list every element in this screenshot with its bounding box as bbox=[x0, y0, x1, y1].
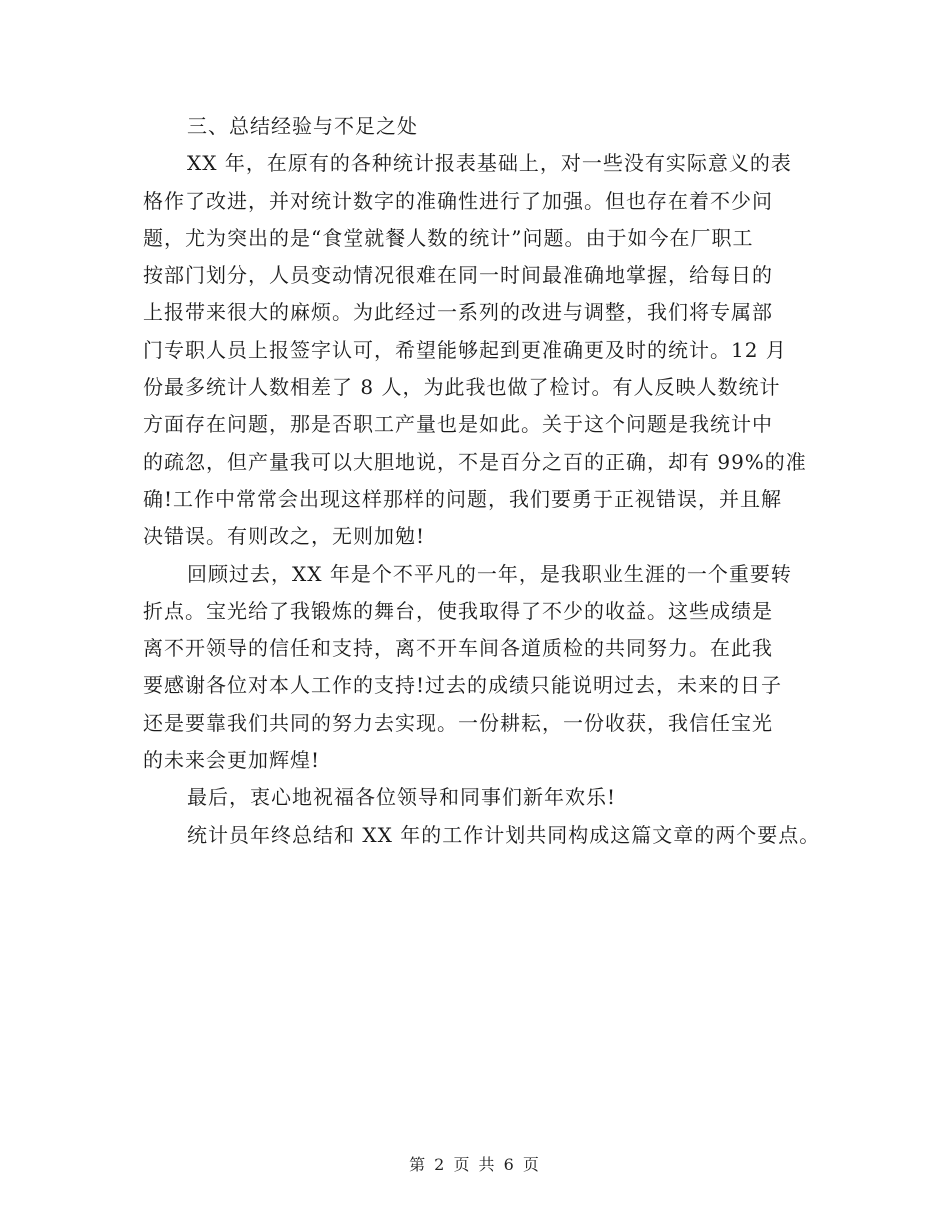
text-line: 的未来会更加辉煌! bbox=[143, 748, 321, 773]
text-line: 回顾过去，XX 年是个不平凡的一年，是我职业生涯的一个重要转 bbox=[187, 561, 792, 586]
text-line: 最后，衷心地祝福各位领导和同事们新年欢乐! bbox=[187, 785, 617, 810]
text-line: 格作了改进，并对统计数字的准确性进行了加强。但也存在着不少问 bbox=[143, 188, 773, 213]
text-line: 还是要靠我们共同的努力去实现。一份耕耘，一份收获，我信任宝光 bbox=[143, 710, 773, 735]
text-line: 上报带来很大的麻烦。为此经过一系列的改进与调整，我们将专属部 bbox=[143, 300, 773, 325]
text-line: 份最多统计人数相差了 8 人，为此我也做了检讨。有人反映人数统计 bbox=[143, 375, 781, 400]
text-line: 折点。宝光给了我锻炼的舞台，使我取得了不少的收益。这些成绩是 bbox=[143, 598, 773, 623]
page-number-footer: 第 2 页 共 6 页 bbox=[409, 1155, 541, 1174]
text-line: 决错误。有则改之，无则加勉! bbox=[143, 524, 426, 549]
text-line: 的疏忽，但产量我可以大胆地说，不是百分之百的正确，却有 99%的准 bbox=[143, 449, 807, 474]
text-line: 统计员年终总结和 XX 年的工作计划共同构成这篇文章的两个要点。 bbox=[187, 822, 821, 847]
text-line: 离不开领导的信任和支持，离不开车间各道质检的共同努力。在此我 bbox=[143, 636, 773, 661]
text-line: 三、总结经验与不足之处 bbox=[187, 114, 418, 138]
text-line: 题，尤为突出的是“食堂就餐人数的统计”问题。由于如今在厂职工 bbox=[143, 225, 754, 250]
document-body bbox=[143, 108, 823, 854]
text-line: 确!工作中常常会出现这样那样的问题，我们要勇于正视错误，并且解 bbox=[143, 486, 783, 511]
text-line: 门专职人员上报签字认可，希望能够起到更准确更及时的统计。12 月 bbox=[143, 337, 787, 362]
text-line: 按部门划分，人员变动情况很难在同一时间最准确地掌握，给每日的 bbox=[143, 263, 773, 288]
text-line: XX 年，在原有的各种统计报表基础上，对一些没有实际意义的表 bbox=[187, 151, 792, 176]
text-line: 方面存在问题，那是否职工产量也是如此。关于这个问题是我统计中 bbox=[143, 412, 773, 437]
text-line: 要感谢各位对本人工作的支持!过去的成绩只能说明过去，未来的日子 bbox=[143, 673, 783, 698]
